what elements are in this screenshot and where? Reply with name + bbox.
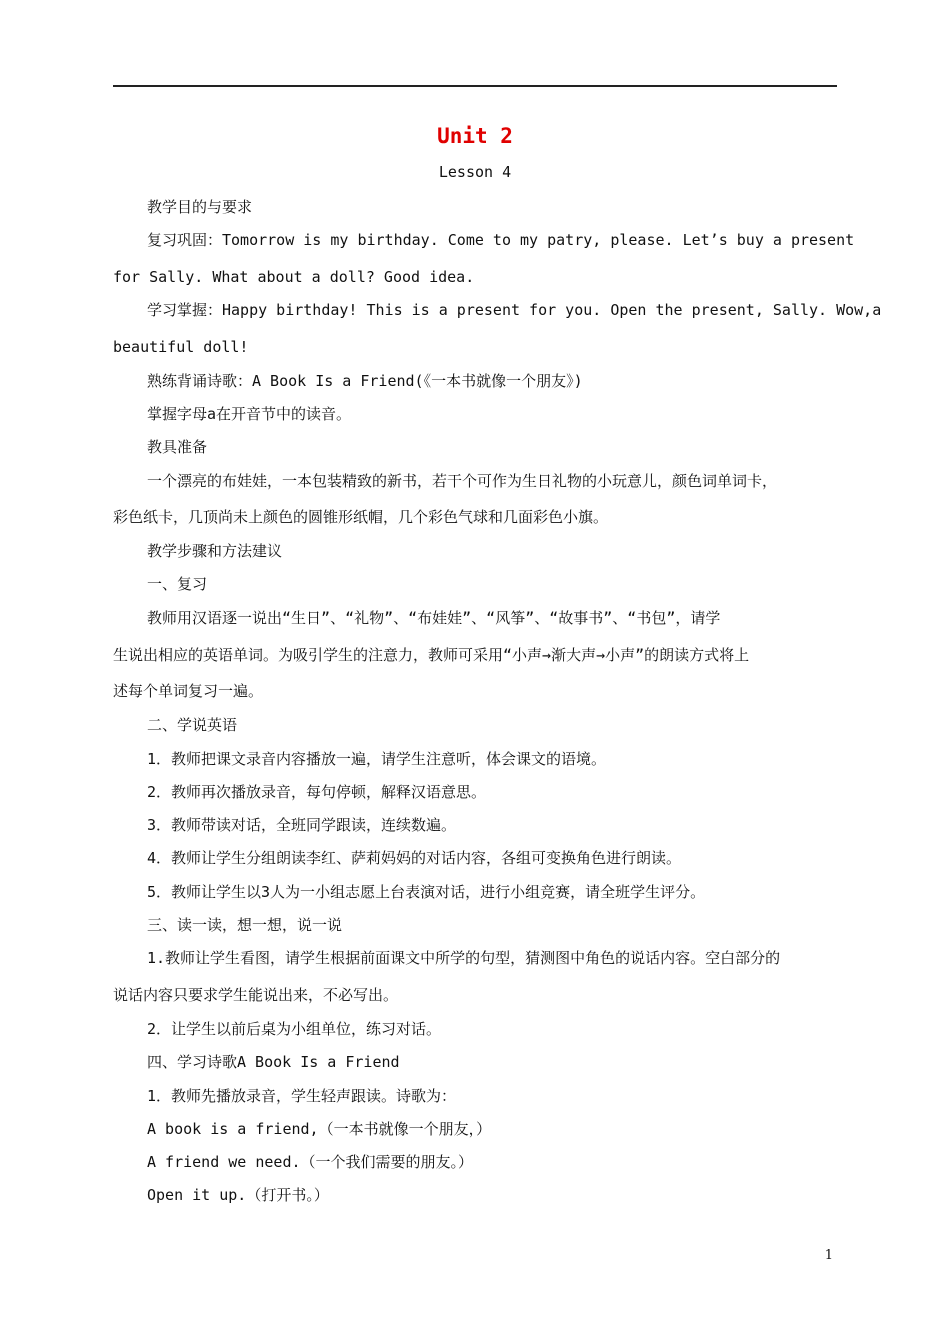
page-title: Unit 2 xyxy=(437,124,513,148)
text-line: beautiful doll! xyxy=(113,338,249,356)
text-line: 述每个单词复习一遍。 xyxy=(113,682,264,700)
header-rule xyxy=(113,85,837,87)
text-line: 学习掌握：Happy birthday! This is a present for you. Open the present, Sally. Wow,a xyxy=(147,301,882,319)
text-line: 二、学说英语 xyxy=(147,716,238,734)
text-line: 教具准备 xyxy=(147,438,208,456)
text-line: 掌握字母a在开音节中的读音。 xyxy=(147,405,352,423)
text-line: 3．教师带读对话，全班同学跟读，连续数遍。 xyxy=(147,816,457,834)
text-line: for Sally. What about a doll? Good idea. xyxy=(113,268,475,286)
text-line: 4．教师让学生分组朗读李红、萨莉妈妈的对话内容，各组可变换角色进行朗读。 xyxy=(147,849,682,867)
page-number: 1 xyxy=(824,1248,833,1263)
text-line: 熟练背诵诗歌：A Book Is a Friend(《一本书就像一个朋友》) xyxy=(147,372,583,390)
text-line: 1.教师让学生看图，请学生根据前面课文中所学的句型，猜测图中角色的说话内容。空白部分的 xyxy=(147,949,781,967)
text-line: 三、读一读，想一想，说一说 xyxy=(147,916,343,934)
text-line: 2．让学生以前后桌为小组单位，练习对话。 xyxy=(147,1020,442,1038)
text-line: 5．教师让学生以3人为一小组志愿上台表演对话，进行小组竞赛，请全班学生评分。 xyxy=(147,883,706,901)
text-line: 教师用汉语逐一说出“生日”、“礼物”、“布娃娃”、“风筝”、“故事书”、“书包”，请学 xyxy=(147,609,721,627)
text-line: 说话内容只要求学生能说出来，不必写出。 xyxy=(113,986,399,1004)
text-line: 生说出相应的英语单词。为吸引学生的注意力，教师可采用“小声→渐大声→小声”的朗读方式将上 xyxy=(113,646,750,664)
text-line: 彩色纸卡，几顶尚未上颜色的圆锥形纸帽，几个彩色气球和几面彩色小旗。 xyxy=(113,508,609,526)
text-line: 1．教师先播放录音，学生轻声跟读。诗歌为： xyxy=(147,1087,457,1105)
text-line: 教学目的与要求 xyxy=(147,198,253,216)
text-line: A friend we need.（一个我们需要的朋友。） xyxy=(147,1153,474,1171)
text-line: Open it up.（打开书。） xyxy=(147,1186,329,1204)
page-subtitle: Lesson 4 xyxy=(438,163,512,181)
text-line: 1．教师把课文录音内容播放一遍，请学生注意听，体会课文的语境。 xyxy=(147,750,607,768)
text-line: 四、学习诗歌A Book Is a Friend xyxy=(147,1053,400,1071)
text-line: 2．教师再次播放录音，每句停顿，解释汉语意思。 xyxy=(147,783,487,801)
text-line: 复习巩固：Tomorrow is my birthday. Come to my patry, please. Let’s buy a present xyxy=(147,231,855,249)
text-line: 一个漂亮的布娃娃，一本包装精致的新书，若干个可作为生日礼物的小玩意儿，颜色词单词卡， xyxy=(147,472,778,490)
text-line: A book is a friend,（一本书就像一个朋友，） xyxy=(147,1120,492,1138)
text-line: 一、复习 xyxy=(147,575,208,593)
text-line: 教学步骤和方法建议 xyxy=(147,542,283,560)
